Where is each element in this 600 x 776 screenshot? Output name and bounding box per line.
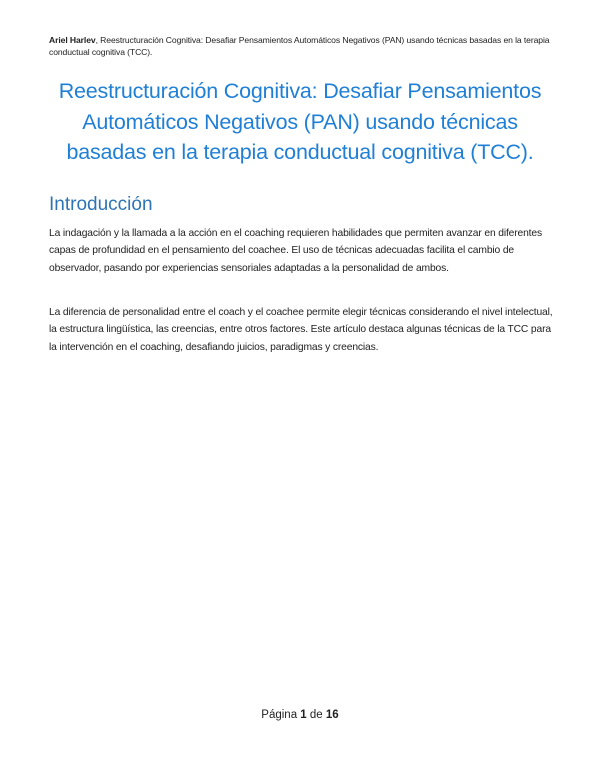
document-title: Reestructuración Cognitiva: Desafiar Pensamientos Automáticos Negativos (PAN) usando técnicas basadas en la terapia conductual cognitiva (TCC). xyxy=(58,79,542,164)
footer-page-number: 1 xyxy=(300,709,307,721)
paragraph: La diferencia de personalidad entre el coach y el coachee permite elegir técnicas considerando el nivel intelectual, la estructura lingüística, las creencias, entre otros factores. Este artículo destaca algunas técnicas de la TCC para la intervención en el coaching, desafiando juicios, paradigmas y creencias. xyxy=(49,307,553,353)
page-footer xyxy=(0,707,600,723)
section-heading: Introducción xyxy=(49,194,153,215)
footer-total-pages: 16 xyxy=(325,709,339,721)
header-separator: , xyxy=(95,35,101,45)
paragraph: La indagación y la llamada a la acción en el coaching requieren habilidades que permiten avanzar en diferentes capas de profundidad en el pensamiento del coachee. El uso de técnicas adecuadas facilita el cambio de observador, pasando por experiencias sensoriales adaptadas a la personalidad de ambos. xyxy=(49,228,542,274)
header-text: Reestructuración Cognitiva: Desafiar Pensamientos Automáticos Negativos (PAN) usando técnicas basadas en la terapia conductual cognitiva (TCC). xyxy=(49,35,550,57)
footer-page-word: Página xyxy=(261,709,298,721)
header-author: Ariel Harlev xyxy=(49,35,96,45)
footer-of-word: de xyxy=(309,709,323,721)
running-header xyxy=(49,34,561,58)
